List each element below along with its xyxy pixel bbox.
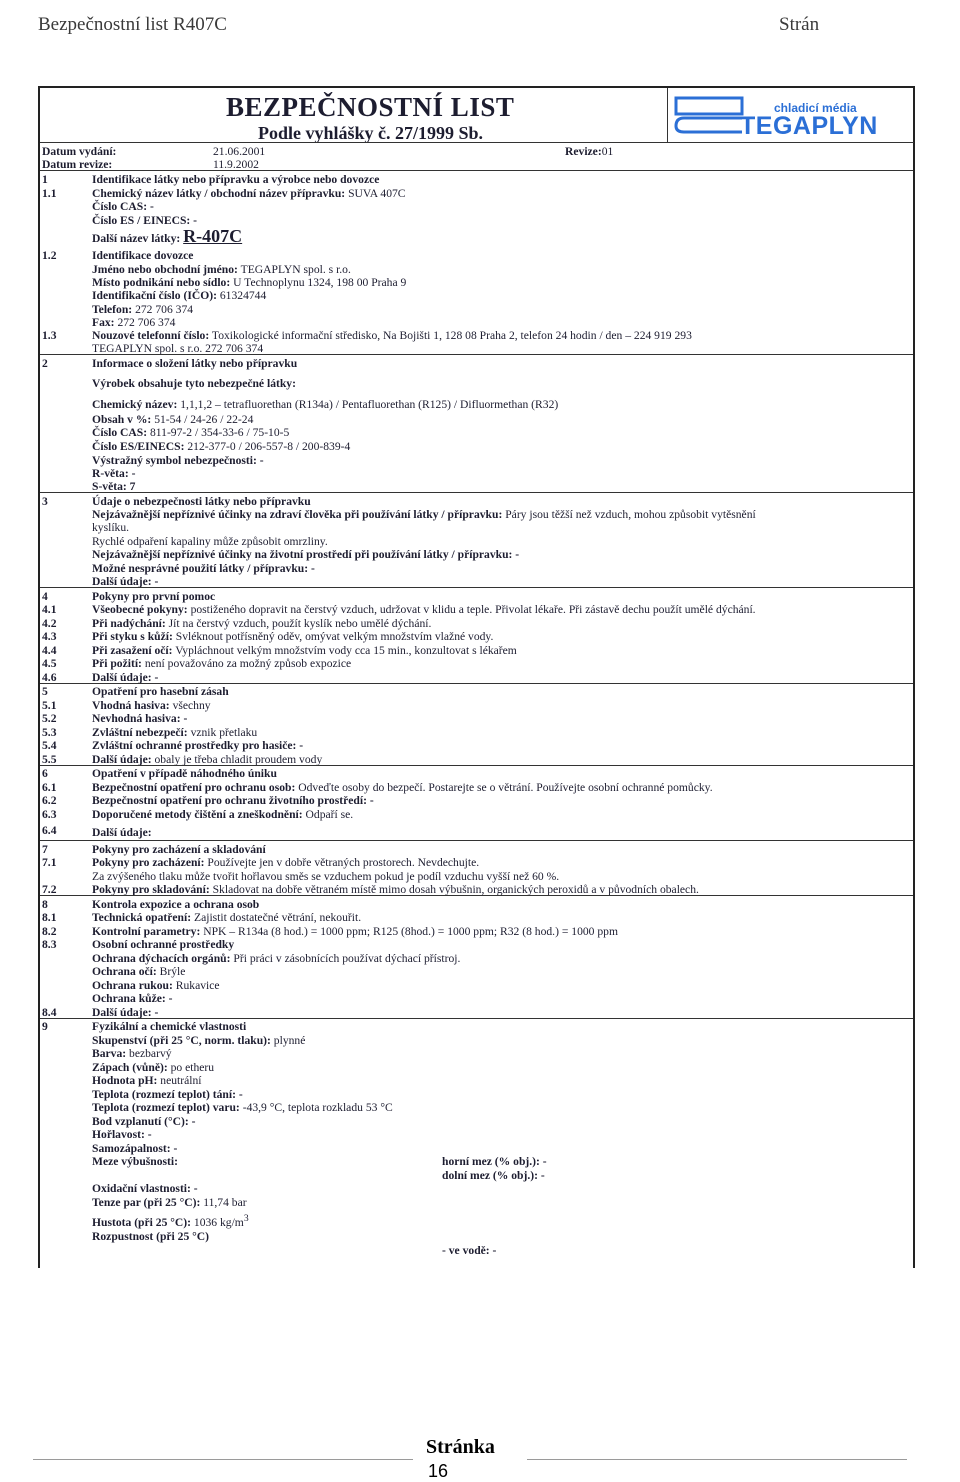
divider	[40, 492, 913, 493]
document-header-page-label: Strán	[779, 14, 820, 35]
section-number: 4.4	[42, 644, 57, 657]
tegaplyn-logo	[667, 88, 914, 143]
importer-fax-row: Fax: 272 706 374	[92, 316, 176, 329]
firefighter-ppe-row: Zvláštní ochranné prostředky pro hasiče: -	[92, 739, 304, 752]
section-1-title: Identifikace látky nebo přípravku a výrobce nebo dovozce	[92, 173, 380, 186]
handling-row: Pokyny pro zacházení: Používejte jen v dobře větraných prostorech. Nevdechujte.	[92, 856, 480, 869]
section-number: 8	[42, 898, 48, 911]
divider	[40, 142, 667, 143]
logo-tagline: chladicí média	[774, 101, 857, 115]
section-number: 6.3	[42, 808, 57, 821]
section-number: 5.2	[42, 712, 57, 725]
suitable-media-row: Vhodná hasiva: všechny	[92, 699, 211, 712]
unsuitable-media-row: Nevhodná hasiva: -	[92, 712, 188, 725]
general-instructions-row: Všeobecné pokyny: postiženého dopravit na čerstvý vzduch, udržovat v klidu a teple. Přivolat lékaře. Při zástavě dechu použít umělé dýchání.	[92, 603, 756, 616]
chem-name-row: Chemický název látky / obchodní název přípravku: SUVA 407C	[92, 187, 406, 200]
upper-limit-row: horní mez (% obj.): -	[442, 1155, 547, 1168]
control-parameters-row: Kontrolní parametry: NPK – R134a (8 hod.) = 1000 ppm; R125 (8hod.) = 1000 ppm; R32 (8 hod.) = 1000 ppm	[92, 925, 618, 938]
eye-contact-row: Při zasažení očí: Vypláchnout velkým množstvím vody cca 15 min., konzultovat s lékařem	[92, 644, 517, 657]
footer-page-label: Stránka	[426, 1436, 495, 1458]
section-number: 5.1	[42, 699, 57, 712]
storage-row: Pokyny pro skladování: Skladovat na dobře větraném místě mimo dosah výbušnin, organických peroxidů a v původních obalech.	[92, 883, 699, 896]
section-8-title: Kontrola expozice a ochrana osob	[92, 898, 260, 911]
other-data-row: Další údaje: -	[92, 1006, 159, 1019]
document-header-title: Bezpečnostní list R407C	[38, 14, 227, 35]
water-solubility-row: - ve vodě: -	[442, 1244, 497, 1257]
special-danger-row: Zvláštní nebezpečí: vznik přetlaku	[92, 726, 258, 739]
section-number: 6.2	[42, 794, 57, 807]
section-number: 4.5	[42, 657, 57, 670]
issued-value: 21.06.2001	[213, 145, 266, 158]
cas-row: Číslo CAS: -	[92, 200, 154, 213]
solubility-row: Rozpustnost (při 25 °C)	[92, 1230, 210, 1243]
section-number: 8.4	[42, 1006, 57, 1019]
other-data-row: Další údaje: -	[92, 575, 159, 588]
section-number: 5.5	[42, 753, 57, 766]
section-number: 6.1	[42, 781, 57, 794]
divider	[40, 895, 913, 896]
flammability-row: Hořlavost: -	[92, 1128, 152, 1141]
section-number: 2	[42, 357, 48, 370]
emergency-row: Nouzové telefonní číslo: Toxikologické informační středisko, Na Bojišti 1, 128 08 Praha 2, telefon 24 hodin / den – 224 919 293	[92, 329, 692, 342]
importer-name-row: Jméno nebo obchodní jméno: TEGAPLYN spol. s r.o.	[92, 263, 351, 276]
section-7-title: Pokyny pro zacházení a skladování	[92, 843, 266, 856]
section-number: 3	[42, 495, 48, 508]
vapor-pressure-row: Tenze par (při 25 °C): 11,74 bar	[92, 1196, 247, 1209]
issued-label: Datum vydání:	[42, 145, 117, 158]
explosion-limits-row: Meze výbušnosti:	[92, 1155, 178, 1168]
section-number: 5	[42, 685, 48, 698]
hand-protection-row: Ochrana rukou: Rukavice	[92, 979, 220, 992]
freezing-row: Rychlé odpaření kapaliny může způsobit omrzliny.	[92, 535, 328, 548]
respiratory-row: Ochrana dýchacích orgánů: Při práci v zásobnících používat dýchací přístroj.	[92, 952, 461, 965]
logo-wordmark: TEGAPLYN	[740, 112, 878, 140]
skin-protection-row: Ochrana kůže: -	[92, 992, 173, 1005]
importer-ico-row: Identifikační číslo (IČO): 61324744	[92, 289, 267, 302]
chem-row: Chemický název: 1,1,1,2 – tetrafluorethan (R134a) / Pentafluorethan (R125) / Difluormethan (R32)	[92, 398, 559, 411]
sheet-title: BEZPEČNOSTNÍ LIST	[226, 92, 515, 122]
melting-row: Teplota (rozmezí teplot) tání: -	[92, 1088, 243, 1101]
misuse-row: Možné nesprávné použití látky / přípravku: -	[92, 562, 315, 575]
sheet-subtitle: Podle vyhlášky č. 27/1999 Sb.	[258, 123, 484, 143]
divider	[40, 354, 913, 355]
contains-row: Výrobek obsahuje tyto nebezpečné látky:	[92, 377, 296, 390]
section-3-title: Údaje o nebezpečnosti látky nebo přípravku	[92, 495, 311, 508]
section-number: 6.4	[42, 824, 57, 837]
state-row: Skupenství (při 25 °C, norm. tlaku): plynné	[92, 1034, 306, 1047]
cleaning-methods-row: Doporučené metody čištění a zneškodnění: Odpaří se.	[92, 808, 354, 821]
section-2-title: Informace o složení látky nebo přípravku	[92, 357, 298, 370]
footer-page-number: 16	[428, 1461, 449, 1481]
section-number: 1.1	[42, 187, 57, 200]
other-data-row: Další údaje:	[92, 826, 152, 839]
importer-place-row: Místo podnikání nebo sídlo: U Technoplynu 1324, 198 00 Praha 9	[92, 276, 407, 289]
tegaplyn-logo-mark-icon	[674, 96, 744, 134]
boiling-row: Teplota (rozmezí teplot) varu: -43,9 °C, teplota rozkladu 53 °C	[92, 1101, 393, 1114]
section-9-title: Fyzikální a chemické vlastnosti	[92, 1020, 247, 1033]
environment-protection-row: Bezpečnostní opatření pro ochranu životního prostředí: -	[92, 794, 374, 807]
other-name-row: Další název látky: R-407C	[92, 226, 243, 246]
es-row: Číslo ES/EINECS: 212-377-0 / 206-557-8 / 200-839-4	[92, 440, 351, 453]
cas-row: Číslo CAS: 811-97-2 / 354-33-6 / 75-10-5	[92, 426, 290, 439]
ingestion-row: Při požití: není považováno za možný způsob expozice	[92, 657, 352, 670]
safety-data-sheet	[38, 86, 915, 1268]
es-row: Číslo ES / EINECS: -	[92, 214, 198, 227]
health-effects-row: Nejzávažnější nepříznivé účinky na zdraví člověka při používání látky / přípravku: Páry jsou těžší než vzduch, mohou způsobit vytěsnění	[92, 508, 756, 521]
importer-title: Identifikace dovozce	[92, 249, 194, 262]
section-number: 5.4	[42, 739, 57, 752]
section-number: 7.2	[42, 883, 57, 896]
content-row: Obsah v %: 51-54 / 24-26 / 22-24	[92, 413, 254, 426]
ppe-title: Osobní ochranné prostředky	[92, 938, 235, 951]
divider	[40, 1018, 913, 1019]
section-number: 5.3	[42, 726, 57, 739]
section-number: 1	[42, 173, 48, 186]
section-number: 4.3	[42, 630, 57, 643]
autoignition-row: Samozápalnost: -	[92, 1142, 178, 1155]
section-number: 8.3	[42, 938, 57, 951]
oxidizing-row: Oxidační vlastnosti: -	[92, 1182, 198, 1195]
section-number: 1.3	[42, 329, 57, 342]
divider	[40, 840, 913, 841]
divider	[40, 765, 913, 766]
s-phrase-row: S-věta: 7	[92, 480, 136, 493]
divider	[40, 587, 913, 588]
section-number: 4.1	[42, 603, 57, 616]
skin-contact-row: Při styku s kůží: Svléknout potřísněný oděv, omývat velkým množstvím vlažné vody.	[92, 630, 494, 643]
emergency-row-2: TEGAPLYN spol. s r.o. 272 706 374	[92, 342, 264, 355]
health-effects-row-2: kyslíku.	[92, 521, 130, 534]
section-number: 1.2	[42, 249, 57, 262]
section-number: 8.2	[42, 925, 57, 938]
lower-limit-row: dolní mez (% obj.): -	[442, 1169, 545, 1182]
ph-row: Hodnota pH: neutrální	[92, 1074, 202, 1087]
flash-point-row: Bod vzplanutí (°C): -	[92, 1115, 196, 1128]
eye-protection-row: Ochrana očí: Brýle	[92, 965, 186, 978]
persons-protection-row: Bezpečnostní opatření pro ochranu osob: Odveďte osoby do bezpečí. Postarejte se o větrání. Používejte osobní ochranné pomůcky.	[92, 781, 713, 794]
section-number: 4.2	[42, 617, 57, 630]
revision-label: Revize:01	[565, 145, 614, 158]
density-row: Hustota (při 25 °C): 1036 $kg/m^3$	[92, 1213, 249, 1229]
r-phrase-row: R-věta: -	[92, 467, 136, 480]
section-number: 4.6	[42, 671, 57, 684]
section-number: 4	[42, 590, 48, 603]
technical-measures-row: Technická opatření: Zajistit dostatečné větrání, nekouřit.	[92, 911, 362, 924]
importer-tel-row: Telefon: 272 706 374	[92, 303, 194, 316]
section-4-title: Pokyny pro první pomoc	[92, 590, 216, 603]
environment-effects-row: Nejzávažnější nepříznivé účinky na životní prostředí při používání látky / přípravku: -	[92, 548, 520, 561]
footer-rule	[527, 1459, 907, 1460]
section-number: 7	[42, 843, 48, 856]
inhalation-row: Při nadýchání: Jít na čerstvý vzduch, použít kyslík nebo umělé dýchání.	[92, 617, 432, 630]
revised-label: Datum revize:	[42, 158, 113, 171]
odor-row: Zápach (vůně): po etheru	[92, 1061, 215, 1074]
section-number: 6	[42, 767, 48, 780]
revised-value: 11.9.2002	[213, 158, 259, 171]
divider	[40, 170, 913, 171]
handling-row-2: Za zvýšeného tlaku může tvořit hořlavou směs se vzduchem pokud je podíl vzduchu vyšší než 60 %.	[92, 870, 560, 883]
divider	[40, 683, 913, 684]
section-6-title: Opatření v případě náhodného úniku	[92, 767, 277, 780]
color-row: Barva: bezbarvý	[92, 1047, 172, 1060]
other-data-row: Další údaje: -	[92, 671, 159, 684]
section-number: 7.1	[42, 856, 57, 869]
symbol-row: Výstražný symbol nebezpečnosti: -	[92, 454, 264, 467]
footer-rule	[33, 1459, 413, 1460]
section-number: 8.1	[42, 911, 57, 924]
other-data-row: Další údaje: obaly je třeba chladit proudem vody	[92, 753, 323, 766]
section-number: 9	[42, 1020, 48, 1033]
section-5-title: Opatření pro hasební zásah	[92, 685, 229, 698]
